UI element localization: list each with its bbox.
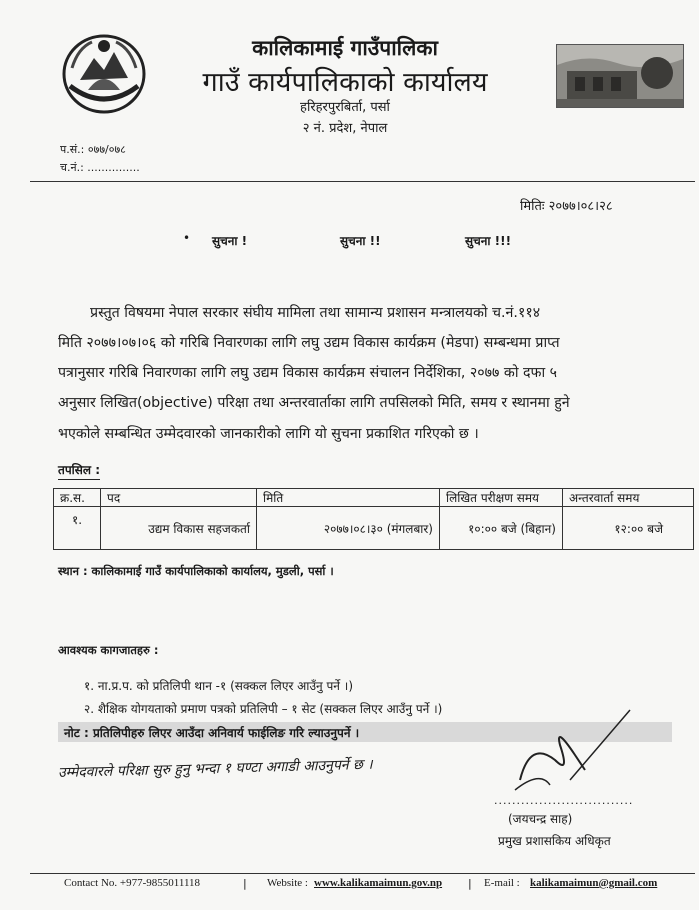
office-building-photo xyxy=(556,44,684,108)
office-name: कालिकामाई गाउँपालिका xyxy=(252,36,438,60)
document-item: २. शैक्षिक योगयताको प्रमाण पत्रको प्रतिलिपी – १ सेट (सक्कल लिएर आउँनु पर्ने ।) xyxy=(84,702,443,716)
footer-website-label: Website : xyxy=(267,877,308,889)
footer-website-link[interactable]: www.kalikamaimun.gov.np xyxy=(314,877,443,889)
table-cell: १२:०० बजे xyxy=(563,507,694,550)
signature-icon xyxy=(500,700,640,800)
column-header: अन्तरवार्ता समय xyxy=(563,489,694,507)
office-address-line1: हरिहरपुरबिर्ता, पर्सा xyxy=(300,100,390,115)
reference-number: प.सं.: ०७७/०७८ xyxy=(60,143,126,156)
body-line: प्रस्तुत विषयमा नेपाल सरकार संघीय मामिला तथा सामान्य प्रशासन मन्त्रालयको च.नं.११४ xyxy=(90,305,541,321)
notice-heading-1: सुचना ! xyxy=(212,234,248,248)
footer-separator: | xyxy=(243,877,247,890)
venue-text: स्थान : कालिकामाई गाउँ कार्यपालिकाको कार्यालय, मुडली, पर्सा । xyxy=(58,564,334,578)
bullet-mark: • xyxy=(183,231,191,245)
notice-heading-2: सुचना !! xyxy=(340,234,381,248)
office-title: गाउँ कार्यपालिकाको कार्यालय xyxy=(202,67,488,98)
table-cell: उद्यम विकास सहजकर्ता xyxy=(101,507,257,550)
dispatch-number: च.नं.: ............... xyxy=(60,161,140,174)
letter-date: मितिः २०७७।०८।२८ xyxy=(520,199,613,214)
table-header-row xyxy=(54,489,694,507)
footer-contact: Contact No. +977-9855011118 xyxy=(64,877,201,889)
body-line: अनुसार लिखित(objective) परिक्षा तथा अन्तरवार्ताका लागि तपसिलको मिति, समय र स्थानमा हुने xyxy=(58,395,570,411)
table-cell: १. xyxy=(54,507,101,550)
footer-email-label: E-mail : xyxy=(484,877,520,889)
nepal-emblem-icon xyxy=(58,28,150,118)
column-header: लिखित परीक्षण समय xyxy=(440,489,563,507)
handwritten-note: उम्मेदवारले परिक्षा सुरु हुनु भन्दा १ घण्टा अगाडी आउनुपर्ने छ । xyxy=(57,756,373,781)
notice-heading-3: सुचना !!! xyxy=(465,234,512,248)
table-row xyxy=(54,507,694,550)
table-cell: १०:०० बजे (बिहान) xyxy=(440,507,563,550)
footer-divider xyxy=(30,873,695,874)
table-cell: २०७७।०८।३० (मंगलबार) xyxy=(257,507,440,550)
header-divider xyxy=(30,181,695,182)
body-line: मिति २०७७।०७।०६ को गरिबि निवारणका लागि लघु उद्यम विकास कार्यक्रम (मेडपा) सम्बन्धमा प्राप्त xyxy=(58,335,560,351)
schedule-table xyxy=(53,488,694,550)
column-header: क्र.स. xyxy=(54,489,101,507)
document-item: १. ना.प्र.प. को प्रतिलिपी थान -१ (सक्कल लिएर आउँनु पर्ने ।) xyxy=(84,679,354,693)
signatory-title: प्रमुख प्रशासकिय अधिकृत xyxy=(498,834,611,848)
footer-email-link[interactable]: kalikamaimun@gmail.com xyxy=(530,877,658,889)
footer-separator: | xyxy=(468,877,472,890)
details-label: तपसिल : xyxy=(58,461,100,480)
office-address-line2: २ नं. प्रदेश, नेपाल xyxy=(302,121,388,136)
column-header: पद xyxy=(101,489,257,507)
column-header: मिति xyxy=(257,489,440,507)
body-line: पत्रानुसार गरिबि निवारणका लागि लघु उद्यम विकास कार्यक्रम संचालन निर्देशिका, २०७७ को दफा ५ xyxy=(58,365,558,381)
documents-title: आवश्यक कागजातहरु : xyxy=(58,643,159,657)
body-line: भएकोले सम्बन्धित उम्मेदवारको जानकारीको लागि यो सुचना प्रकाशित गरिएको छ । xyxy=(58,426,479,442)
note-text: नोट : प्रतिलिपीहरु लिएर आउँदा अनिवार्य फाईलिङ गरि ल्याउनुपर्ने । xyxy=(64,726,360,740)
signatory-name: (जयचन्द्र साह) xyxy=(508,812,573,826)
signature-line: ............................... xyxy=(494,794,634,807)
